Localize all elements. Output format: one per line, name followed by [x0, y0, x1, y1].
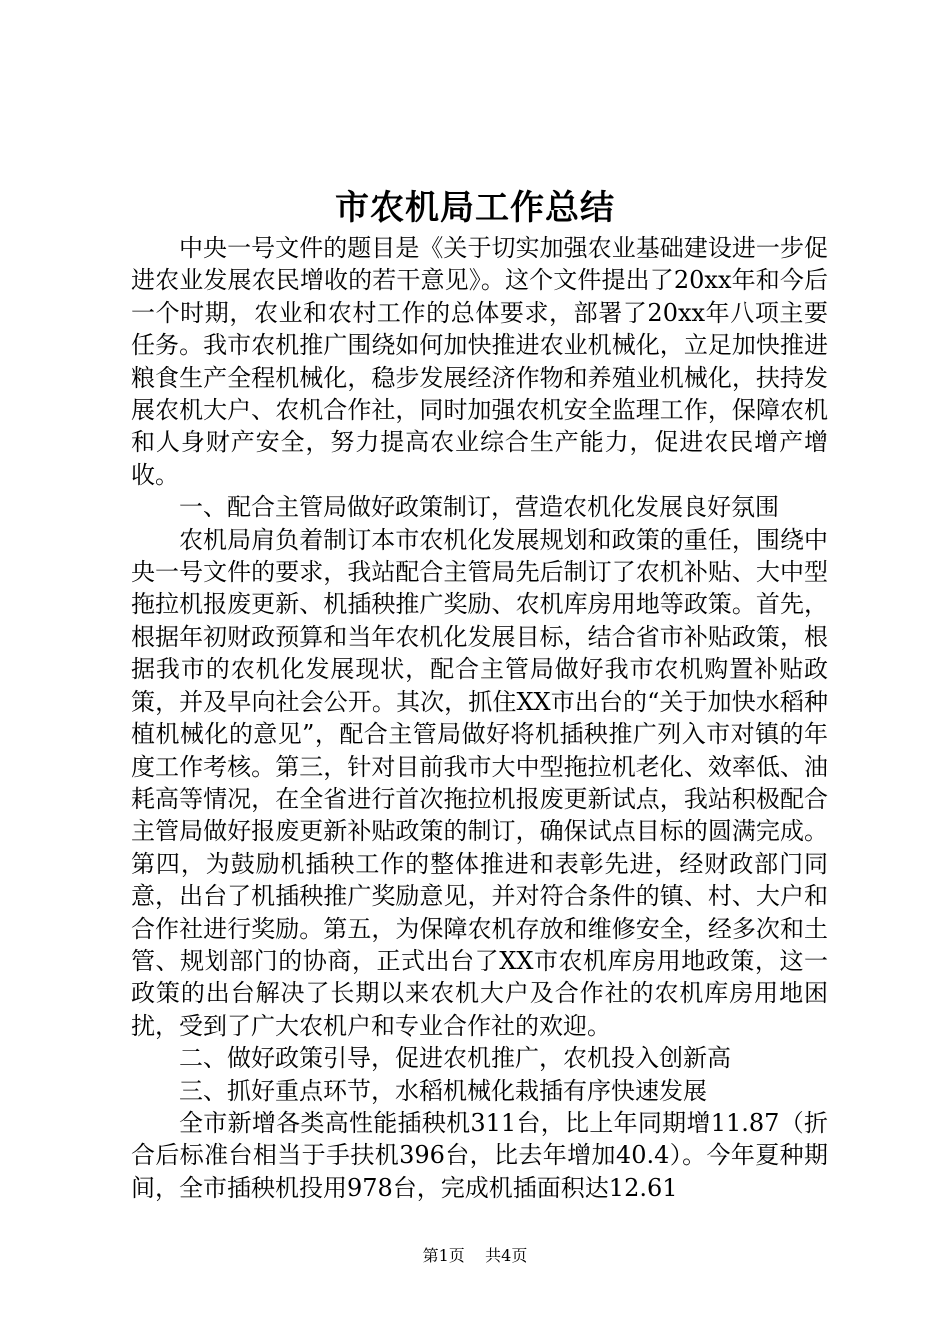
- page-number-total: 共4页: [485, 1246, 528, 1265]
- paragraph-section-1: 农机局肩负着制订本市农机化发展规划和政策的重任，围绕中央一号文件的要求，我站配合主管局先后制订了农机补贴、大中型拖拉机报废更新、机插秧推广奖励、农机库房用地等政策。首先，根据年初财政预算和当年农机化发展目标，结合省市补贴政策，根据我市的农机化发展现状，配合主管局做好我市农机购置补贴政策，并及早向社会公开。其次，抓住XX市出台的“关于加快水稻种植机械化的意见”，配合主管局做好将机插秧推广列入市对镇的年度工作考核。第三，针对目前我市大中型拖拉机老化、效率低、油耗高等情况，在全省进行首次拖拉机报废更新试点，我站积极配合主管局做好报废更新补贴政策的制订，确保试点目标的圆满完成。第四，为鼓励机插秧工作的整体推进和表彰先进，经财政部门同意，出台了机插秧推广奖励意见，并对符合条件的镇、村、大户和合作社进行奖励。第五，为保障农机存放和维修安全，经多次和土管、规划部门的协商，正式出台了XX市农机库房用地政策，这一政策的出台解决了长期以来农机大户及合作社的农机库房用地困扰，受到了广大农机户和专业合作社的欢迎。: [131, 525, 828, 1040]
- paragraph-intro: 中央一号文件的题目是《关于切实加强农业基础建设进一步促进农业发展农民增收的若干意见》。这个文件提出了20xx年和今后一个时期，农业和农村工作的总体要求，部署了20xx年八项主要任务。我市农机推广围绕如何加快推进农业机械化，立足加快推进粮食生产全程机械化，稳步发展经济作物和养殖业机械化，扶持发展农机大户、农机合作社，同时加强农机安全监理工作，保障农机和人身财产安全，努力提高农业综合生产能力，促进农民增产增收。: [131, 234, 828, 489]
- page-footer: [0, 1245, 950, 1267]
- page-number-separator: [470, 1246, 480, 1265]
- paragraph-section-3: 全市新增各类高性能插秧机311台，比上年同期增11.87（折合后标准台相当于手扶机396台，比去年增加40.4）。今年夏种期间，全市插秧机投用978台，完成机插面积达12.61: [131, 1108, 828, 1202]
- document-body: [131, 232, 828, 1204]
- section-heading-1: 一、配合主管局做好政策制订，营造农机化发展良好氛围: [179, 493, 779, 522]
- section-heading-3: 三、抓好重点环节，水稻机械化栽插有序快速发展: [179, 1076, 707, 1105]
- page-number-current: 第1页: [422, 1246, 465, 1265]
- document-title: 市农机局工作总结: [335, 188, 615, 228]
- section-heading-2: 二、做好政策引导，促进农机推广，农机投入创新高: [179, 1044, 731, 1073]
